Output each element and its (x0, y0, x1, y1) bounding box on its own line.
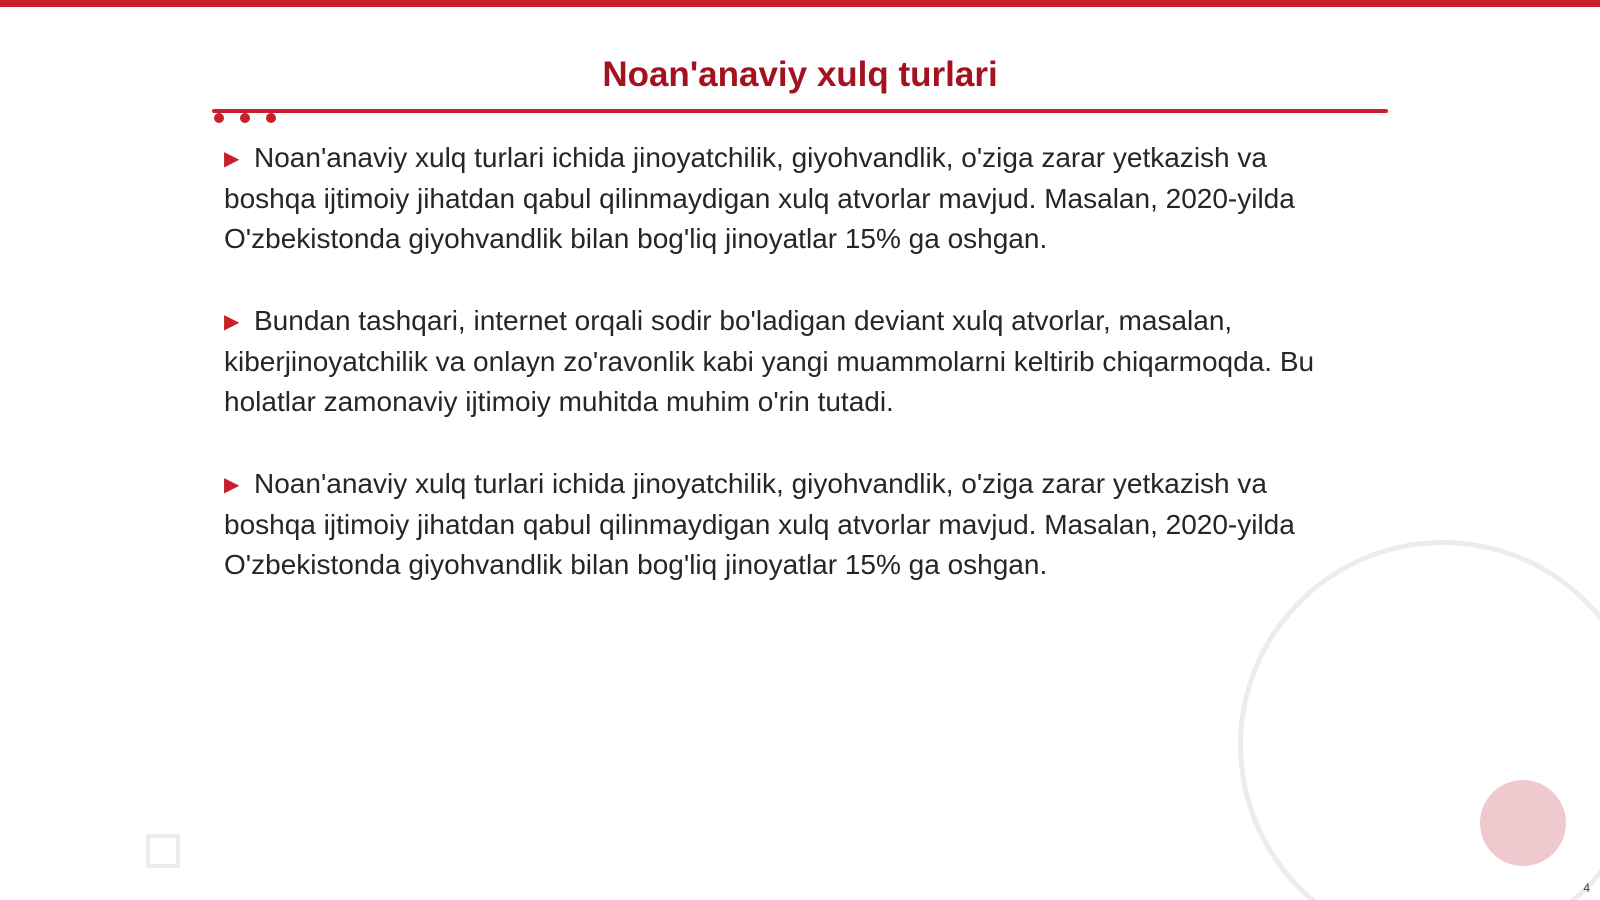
top-accent-bar (0, 0, 1600, 7)
title-underline (212, 109, 1388, 113)
bullet-item (224, 301, 1364, 422)
decorative-dot (214, 113, 224, 123)
page-number: 4 (1583, 881, 1590, 895)
decorative-square (146, 834, 180, 868)
decorative-dot (266, 113, 276, 123)
bullet-text: Bundan tashqari, internet orqali sodir bo'ladigan deviant xulq atvorlar, masalan, kiberjinoyatchilik va onlayn zo'ravonlik kabi yangi muammolarni keltirib chiqarmoqda. Bu holatlar zamonaviy ijtimoiy muhitda muhim o'rin tutadi. (224, 305, 1315, 417)
bullet-arrow-icon: ▶ (224, 148, 240, 170)
bullet-arrow-icon: ▶ (224, 311, 240, 333)
bullet-text: Noan'anaviy xulq turlari ichida jinoyatchilik, giyohvandlik, o'ziga zarar yetkazish va boshqa ijtimoiy jihatdan qabul qilinmaydigan xulq atvorlar mavjud. Masalan, 2020-yilda O'zbekistonda giyohvandlik bilan bog'liq jinoyatlar 15% ga oshgan. (224, 142, 1295, 254)
decorative-pink-circle (1480, 780, 1566, 866)
bullet-item (224, 464, 1364, 585)
bullet-text: Noan'anaviy xulq turlari ichida jinoyatchilik, giyohvandlik, o'ziga zarar yetkazish va boshqa ijtimoiy jihatdan qabul qilinmaydigan xulq atvorlar mavjud. Masalan, 2020-yilda O'zbekistonda giyohvandlik bilan bog'liq jinoyatlar 15% ga oshgan. (224, 468, 1295, 580)
slide-title: Noan'anaviy xulq turlari (602, 55, 998, 94)
bullet-list (224, 138, 1364, 627)
bullet-arrow-icon: ▶ (224, 474, 240, 496)
decorative-dot (240, 113, 250, 123)
bullet-item (224, 138, 1364, 259)
